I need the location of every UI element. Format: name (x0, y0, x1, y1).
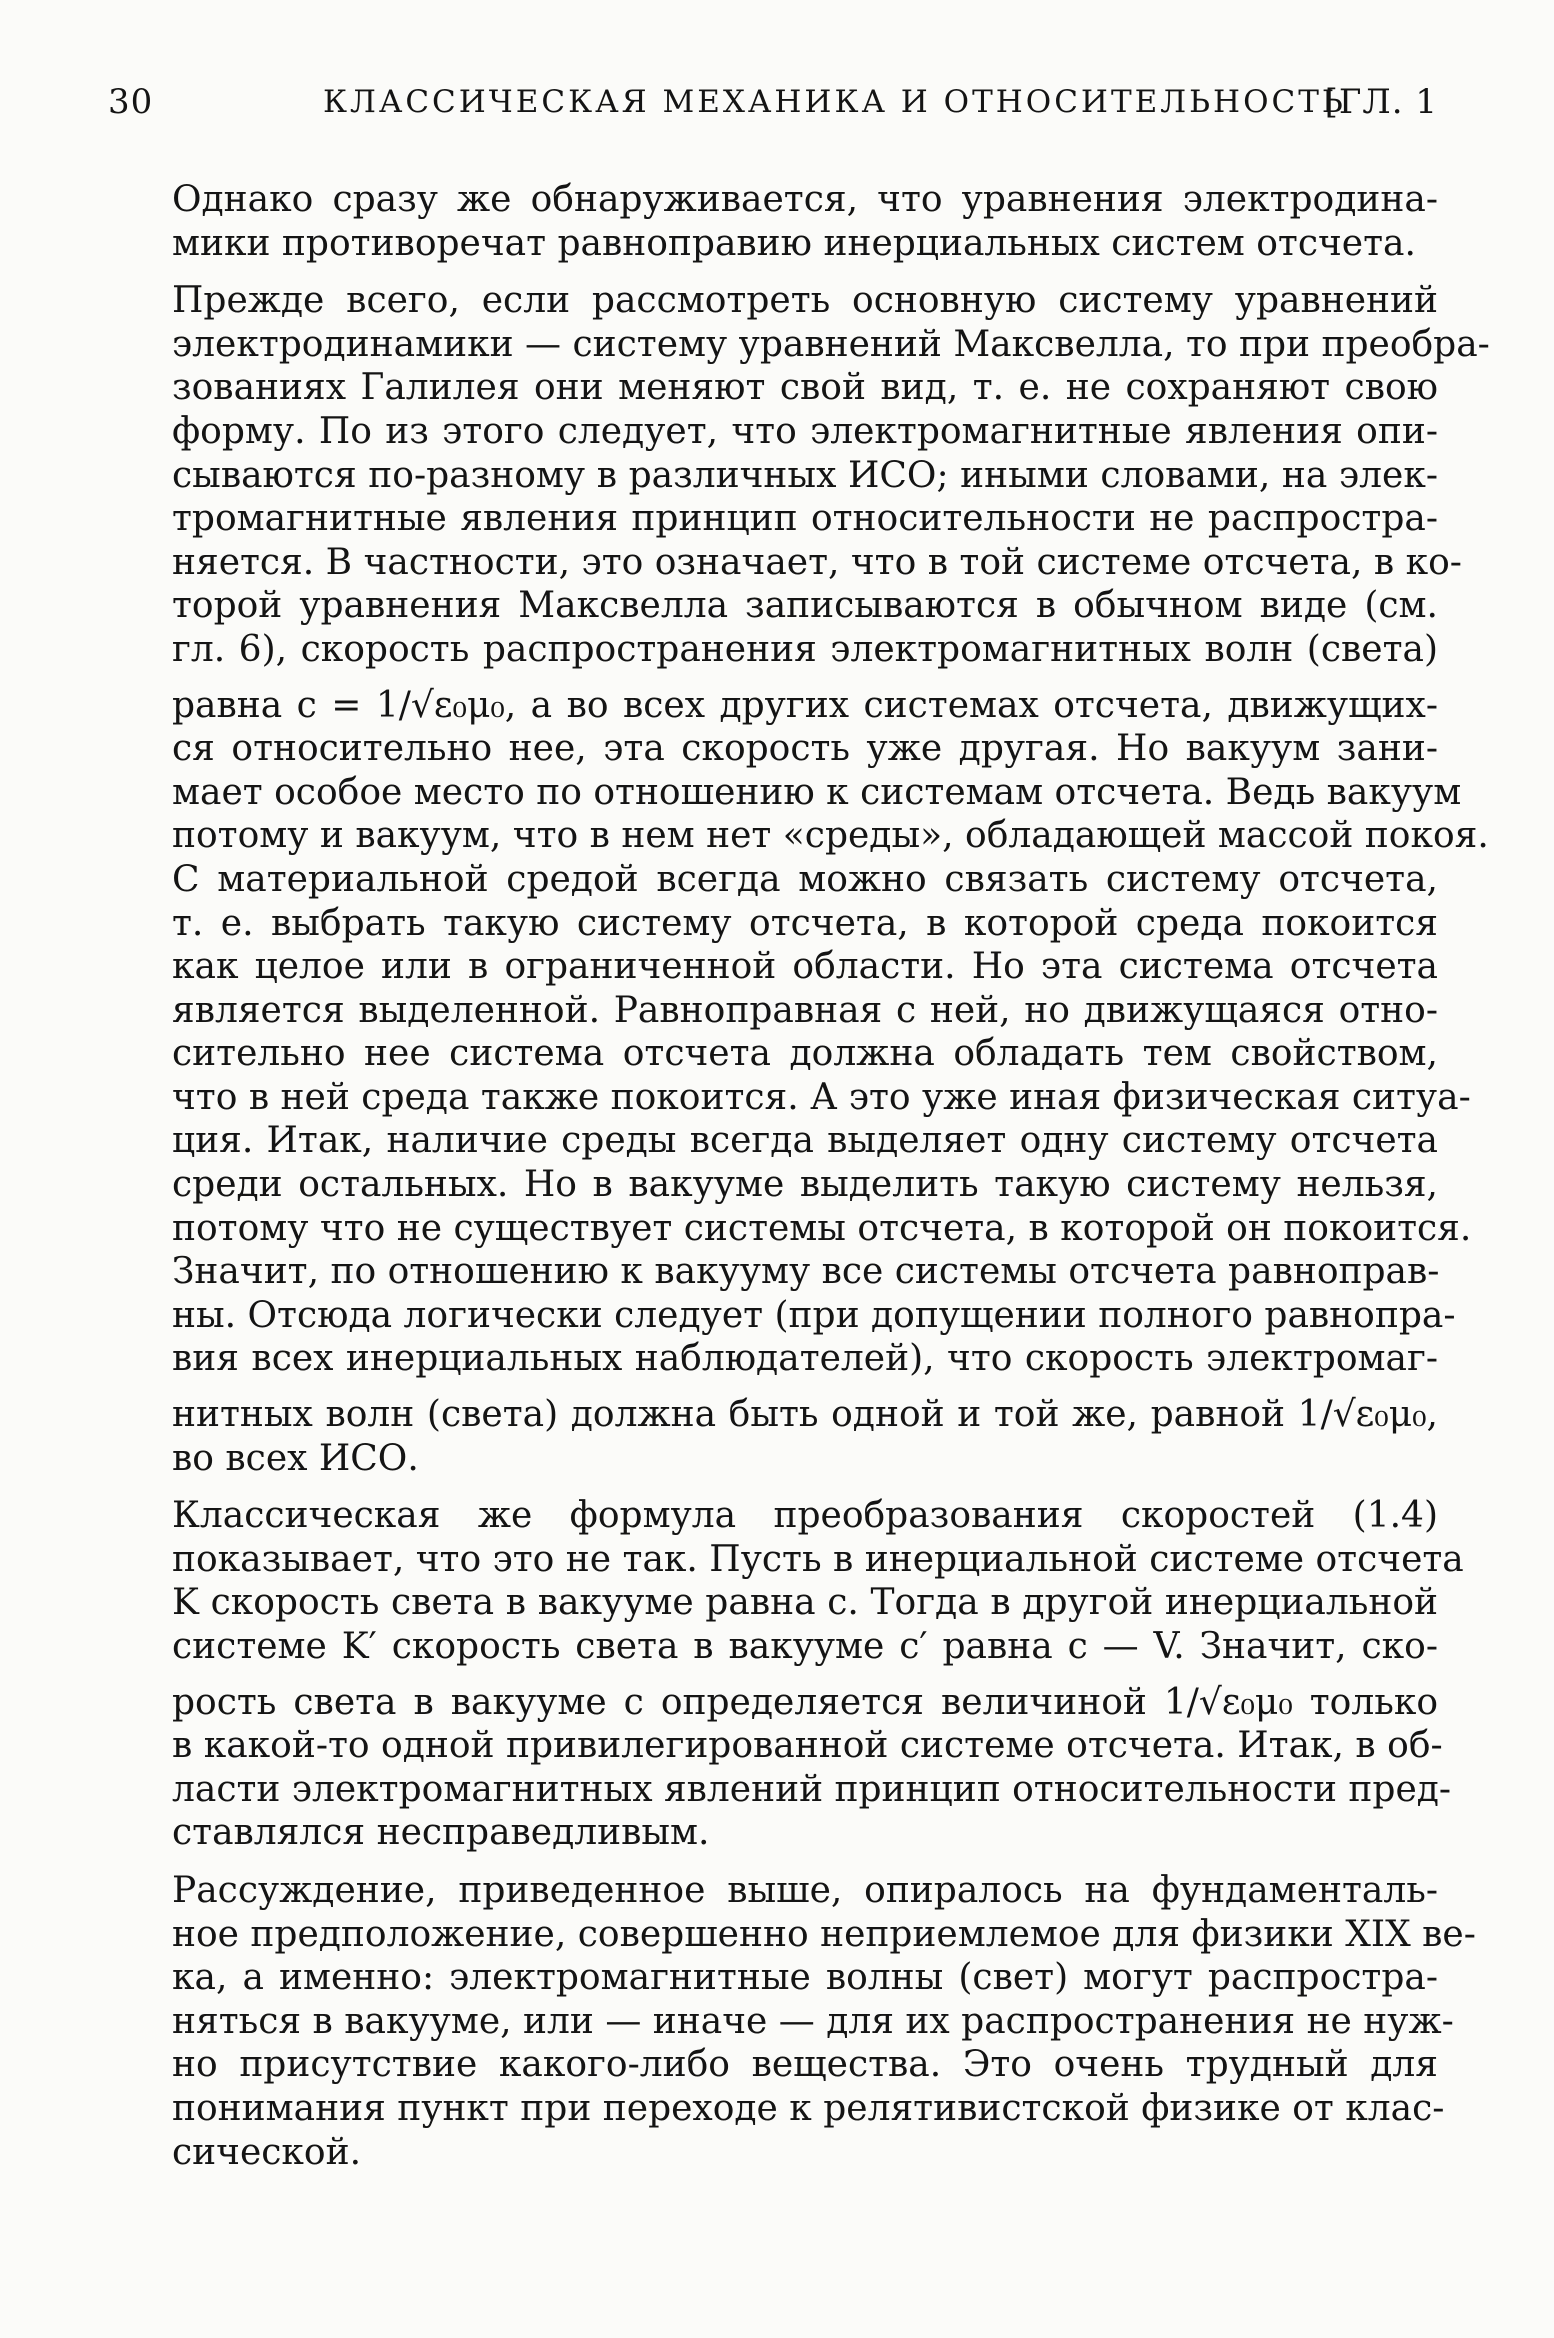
text-line: ция. Итак, наличие среды всегда выделяет одну систему отсчета (172, 1120, 1438, 1162)
page-number: 30 (108, 82, 154, 122)
running-header (108, 82, 1438, 142)
chapter-marker: [ГЛ. 1 (1324, 82, 1438, 122)
formula-line: нитных волн (света) должна быть одной и той же, равной 1/√ε₀μ₀, (172, 1394, 1438, 1436)
text-line: является выделенной. Равноправная с ней, но движущаяся отно- (172, 989, 1438, 1031)
text-line: среди остальных. Но в вакууме выделить такую систему нельзя, (172, 1164, 1438, 1206)
text-line: Значит, по отношению к вакууму все системы отсчета равноправ- (172, 1251, 1440, 1293)
text-line: понимания пункт при переходе к релятивистской физике от клас- (172, 2087, 1445, 2129)
text-line: зованиях Галилея они меняют свой вид, т. е. не сохраняют свою (172, 367, 1438, 409)
formula-line: равна c = 1/√ε₀μ₀, а во всех других системах отсчета, движущих- (172, 684, 1438, 726)
text-line: Классическая же формула преобразования скоростей (1.4) (172, 1495, 1438, 1537)
text-line: сительно нее система отсчета должна обладать тем свойством, (172, 1033, 1438, 1075)
text-line: няется. В частности, это означает, что в той системе отсчета, в ко- (172, 541, 1462, 583)
text-line: мает особое место по отношению к системам отсчета. Ведь вакуум (172, 771, 1462, 813)
text-line: ставлялся несправедливым. (172, 1812, 710, 1854)
text-line: ся относительно нее, эта скорость уже другая. Но вакуум зани- (172, 728, 1438, 770)
text-line: что в ней среда также покоится. А это уже иная физическая ситуа- (172, 1076, 1471, 1118)
text-line: ка, а именно: электромагнитные волны (свет) могут распростра- (172, 1957, 1438, 1999)
text-line: системе K′ скорость света в вакууме c′ равна c — V. Значит, ско- (172, 1626, 1438, 1667)
text-line: вия всех инерциальных наблюдателей), что скорость электромаг- (172, 1338, 1438, 1380)
text-line: показывает, что это не так. Пусть в инерциальной системе отсчета (172, 1538, 1464, 1580)
text-line: ласти электромагнитных явлений принцип относительности пред- (172, 1768, 1452, 1810)
text-line: в какой-то одной привилегированной системе отсчета. Итак, в об- (172, 1725, 1443, 1767)
formula-line: рость света в вакууме c определяется величиной 1/√ε₀μ₀ только (172, 1681, 1438, 1723)
text-line: няться в вакууме, или — иначе — для их распространения не нуж- (172, 2000, 1454, 2042)
paragraph-1 (108, 178, 1438, 265)
text-line: сываются по-разному в различных ИСО; иными словами, на элек- (172, 454, 1438, 496)
text-line: гл. 6), скорость распространения электромагнитных волн (света) (172, 628, 1438, 670)
text-line: ны. Отсюда логически следует (при допущении полного равнопра- (172, 1294, 1456, 1336)
text-line: как целое или в ограниченной области. Но эта система отсчета (172, 946, 1438, 988)
text-line: торой уравнения Максвелла записываются в обычном виде (см. (172, 585, 1438, 627)
text-line: сической. (172, 2131, 362, 2173)
text-line: потому и вакуум, что в нем нет «среды», обладающей массой покоя. (172, 815, 1489, 857)
paragraph-2 (108, 279, 1490, 1480)
text-line: т. е. выбрать такую систему отсчета, в которой среда покоится (172, 902, 1438, 944)
text-line: Рассуждение, приведенное выше, опиралось на фундаменталь- (172, 1869, 1438, 1911)
text-line: Однако сразу же обнаруживается, что уравнения электродина- (172, 179, 1438, 220)
text-line: ное предположение, совершенно неприемлемое для физики XIX ве- (172, 1913, 1476, 1955)
text-line: во всех ИСО. (172, 1437, 419, 1479)
text-line: K скорость света в вакууме равна c. Тогда в другой инерциальной (172, 1582, 1438, 1624)
text-line: форму. По из этого следует, что электромагнитные явления опи- (172, 410, 1438, 452)
text-line: потому что не существует системы отсчета, в которой он покоится. (172, 1207, 1472, 1249)
paragraph-4 (108, 1869, 1476, 2174)
text-line: но присутствие какого-либо вещества. Это очень трудный для (172, 2044, 1438, 2086)
text-line: тромагнитные явления принцип относительности не распростра- (172, 498, 1438, 540)
page-body (108, 178, 1490, 2188)
paragraph-3 (108, 1494, 1464, 1855)
text-line: Прежде всего, если рассмотреть основную систему уравнений (172, 280, 1438, 322)
running-title: КЛАССИЧЕСКАЯ МЕХАНИКА И ОТНОСИТЕЛЬНОСТЬ (323, 84, 1346, 120)
text-line: С материальной средой всегда можно связать систему отсчета, (172, 858, 1438, 900)
text-line: мики противоречат равноправию инерциальных систем отсчета. (172, 222, 1416, 264)
text-line: электродинамики — систему уравнений Максвелла, то при преобра- (172, 323, 1490, 365)
